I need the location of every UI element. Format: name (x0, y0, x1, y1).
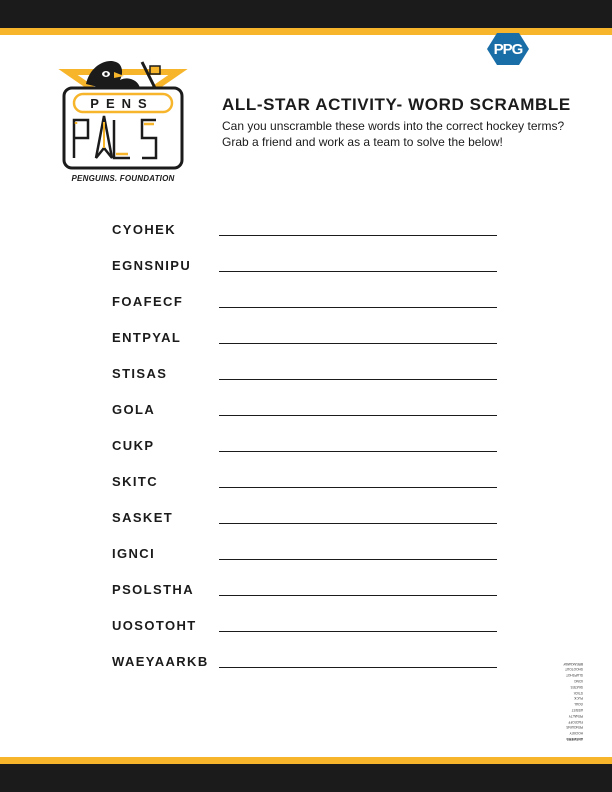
bottom-black-band (0, 764, 612, 792)
answer-key-item: FACEOFF (568, 719, 583, 724)
scrambled-word: SKITC (112, 474, 158, 489)
answer-line[interactable] (219, 487, 497, 488)
scrambled-word: SASKET (112, 510, 174, 525)
intro-line-2: Grab a friend and work as a team to solve the below! (222, 135, 503, 149)
scramble-row (112, 284, 512, 320)
scrambled-word: ENTPYAL (112, 330, 182, 345)
answer-line[interactable] (219, 343, 497, 344)
answer-line[interactable] (219, 235, 497, 236)
answer-line[interactable] (219, 559, 497, 560)
scrambled-word: UOSOTOHT (112, 618, 197, 633)
scrambled-word: EGNSNIPU (112, 258, 192, 273)
scrambled-word: IGNCI (112, 546, 156, 561)
answer-key-item: STICK (573, 690, 583, 695)
scrambled-word: PSOLSTHA (112, 582, 194, 597)
scrambled-word: FOAFECF (112, 294, 184, 309)
answer-line[interactable] (219, 595, 497, 596)
answer-line[interactable] (219, 667, 497, 668)
answer-key-item: SKATES (570, 684, 583, 689)
answer-line[interactable] (219, 523, 497, 524)
answer-line[interactable] (219, 379, 497, 380)
scrambled-word: CUKP (112, 438, 155, 453)
answer-key-item: BREAKAWAY (563, 661, 583, 666)
scramble-list (112, 212, 512, 680)
answer-line[interactable] (219, 271, 497, 272)
page-title: ALL-STAR ACTIVITY- WORD SCRAMBLE (222, 95, 571, 114)
scramble-row (112, 536, 512, 572)
scramble-row (112, 248, 512, 284)
answer-key-item: ASSIST (571, 708, 583, 713)
scramble-row (112, 212, 512, 248)
answer-line[interactable] (219, 415, 497, 416)
answer-key-item: SHOOTOUT (564, 667, 583, 672)
intro-text (222, 118, 602, 150)
answer-line[interactable] (219, 631, 497, 632)
answer-line[interactable] (219, 451, 497, 452)
penguins-foundation-text: PENGUINS. FOUNDATION (71, 174, 175, 183)
scrambled-word: GOLA (112, 402, 156, 417)
scramble-row (112, 644, 512, 680)
scramble-row (112, 356, 512, 392)
answer-key-item: SLAPSHOT (565, 673, 583, 678)
upside-down-answer-key (553, 660, 583, 741)
scramble-row (112, 428, 512, 464)
answer-key-item: PUCK (574, 696, 583, 701)
scrambled-word: STISAS (112, 366, 168, 381)
scramble-row (112, 500, 512, 536)
answer-key-item: HOCKEY (569, 731, 583, 736)
answer-key-item: GOAL (574, 702, 583, 707)
ppg-logo (487, 33, 529, 65)
answer-line[interactable] (219, 307, 497, 308)
scramble-row (112, 608, 512, 644)
scrambled-word: WAEYAARKB (112, 654, 209, 669)
answer-key-item: PENGUINS (566, 725, 583, 730)
pens-pals-logo (58, 52, 188, 192)
scrambled-word: CYOHEK (112, 222, 177, 237)
answer-key-item: ICING (574, 679, 583, 684)
pens-word: PENS (90, 96, 154, 111)
ppg-logo-text: PPG (493, 40, 523, 58)
intro-line-1: Can you unscramble these words into the correct hockey terms? (222, 119, 565, 133)
answer-key-title: ANSWERS: (565, 737, 583, 742)
top-black-band (0, 0, 612, 28)
scramble-row (112, 392, 512, 428)
scramble-row (112, 572, 512, 608)
bottom-gold-band (0, 757, 612, 764)
scramble-row (112, 464, 512, 500)
answer-key-item: PENALTY (568, 713, 583, 718)
scramble-row (112, 320, 512, 356)
